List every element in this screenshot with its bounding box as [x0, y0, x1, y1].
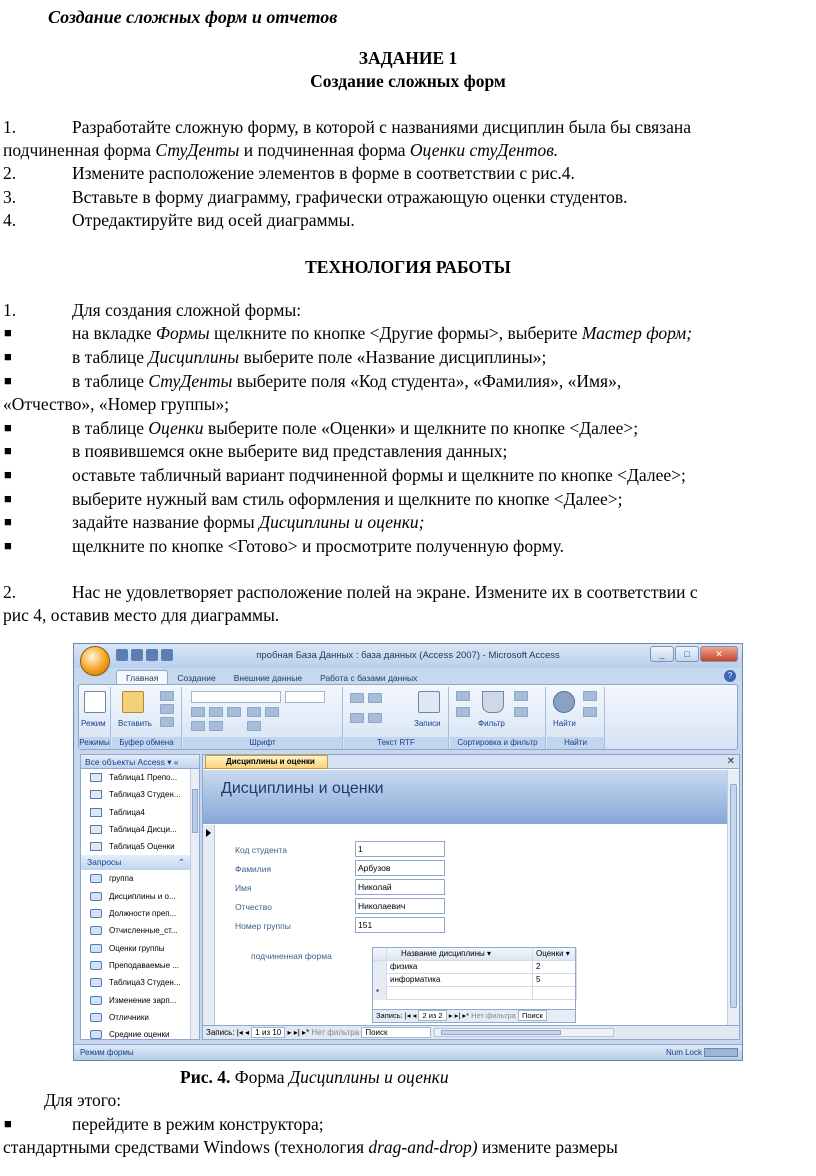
- office-button[interactable]: [80, 646, 110, 676]
- nav-item-query[interactable]: Отчисленные_ст...: [81, 922, 199, 939]
- nav-item-query[interactable]: Оценки группы: [81, 940, 199, 957]
- table-icon: [90, 773, 102, 782]
- bullet-marker: ■: [4, 420, 12, 435]
- bullet-marker: ■: [4, 491, 12, 506]
- step-text: Нас не удовлетворяет расположение полей на экране. Измените их в соответствии с: [72, 582, 698, 602]
- copy-icon[interactable]: [160, 704, 174, 714]
- bullet-text-continued: «Отчество», «Номер группы»;: [3, 394, 230, 414]
- fill-color-icon[interactable]: [209, 721, 223, 731]
- next-record-icon[interactable]: ▸: [448, 1011, 453, 1020]
- column-header[interactable]: Оценки ▾: [533, 948, 577, 961]
- query-icon: [90, 961, 102, 970]
- nav-item-table[interactable]: Таблица4: [81, 804, 199, 821]
- step-text: Для создания сложной формы:: [72, 300, 302, 320]
- tab-external-data[interactable]: Внешние данные: [233, 673, 303, 683]
- status-bar: [74, 1044, 742, 1060]
- window-title: пробная База Данных : база данных (Access 2007) - Microsoft Access: [256, 650, 560, 661]
- bullet-text: щелкните по кнопке <Готово> и просмотрите полученную форму.: [72, 536, 565, 556]
- update-query-icon: [90, 996, 102, 1005]
- no-filter-button[interactable]: Нет фильтра: [471, 1011, 516, 1020]
- redo-icon[interactable]: [146, 649, 158, 661]
- query-icon: [90, 978, 102, 987]
- nav-item-table[interactable]: Таблица4 Дисци...: [81, 821, 199, 838]
- tab-create[interactable]: Создание: [177, 673, 216, 683]
- record-position[interactable]: 2 из 2: [418, 1010, 446, 1021]
- discipline-cell[interactable]: информатика: [387, 974, 533, 987]
- bullet-text: оставьте табличный вариант подчиненной формы и щелкните по кнопке <Далее>;: [72, 465, 686, 485]
- record-nav-label: Запись:: [206, 1028, 235, 1037]
- current-record-arrow-icon: [206, 829, 211, 837]
- query-icon: [90, 1030, 102, 1039]
- ribbon-group-find: [547, 687, 605, 749]
- bullet-text: в таблице Оценки выберите поле «Оценки» и щелкните по кнопке <Далее>;: [72, 418, 639, 438]
- record-selector[interactable]: [203, 825, 215, 1025]
- font-name-combo[interactable]: [191, 691, 281, 703]
- bullet-text: выберите нужный вам стиль оформления и щелкните по кнопке <Далее>;: [72, 489, 623, 509]
- format-painter-icon[interactable]: [160, 717, 174, 727]
- records-button[interactable]: Записи: [414, 719, 441, 728]
- cut-icon[interactable]: [160, 691, 174, 701]
- view-mode-button[interactable]: Режим: [81, 719, 106, 728]
- last-record-icon[interactable]: ▸|: [454, 1011, 461, 1020]
- group-label: Шрифт: [183, 737, 342, 749]
- title-bar: [74, 644, 742, 668]
- align-left-icon[interactable]: [247, 707, 261, 717]
- bullet-text: на вкладке Формы щелкните по кнопке <Другие формы>, выберите Мастер форм;: [72, 323, 693, 343]
- scrollbar-thumb[interactable]: [192, 789, 198, 833]
- nav-item-table[interactable]: Таблица1 Препо...: [81, 769, 199, 786]
- step-text-continued: рис 4, оставив место для диаграммы.: [3, 605, 280, 625]
- figure-caption: Рис. 4. Форма Дисциплины и оценки: [180, 1067, 449, 1087]
- gridlines-icon[interactable]: [247, 721, 261, 731]
- decrease-indent-icon[interactable]: [350, 693, 364, 703]
- navigation-pane: [80, 754, 200, 1040]
- subform-label: подчиненная форма: [251, 951, 332, 961]
- horizontal-scrollbar[interactable]: [434, 1028, 614, 1037]
- view-mode-icon[interactable]: [84, 691, 106, 713]
- bullet-text: в таблице СтуДенты выберите поля «Код студента», «Фамилия», «Имя»,: [72, 371, 622, 391]
- ribbon-group-sort-filter: [450, 687, 546, 749]
- new-record-row[interactable]: [373, 987, 575, 1000]
- align-center-icon[interactable]: [265, 707, 279, 717]
- quick-access-toolbar[interactable]: [116, 649, 208, 663]
- nav-group-queries[interactable]: Запросы ⌃: [81, 855, 199, 870]
- grade-cell[interactable]: 5: [533, 974, 577, 987]
- nav-item-query[interactable]: Должности преп...: [81, 905, 199, 922]
- bullet-marker: ■: [4, 443, 12, 458]
- ribbon-group-rich-text: [344, 687, 449, 749]
- scrollbar-thumb[interactable]: [730, 784, 737, 1008]
- group-label: Текст RTF: [344, 737, 448, 749]
- task-text: Разработайте сложную форму, в которой с названиями дисциплин была бы связана: [72, 117, 691, 137]
- select-all-cell[interactable]: [373, 948, 387, 961]
- record-position[interactable]: 1 из 10: [251, 1027, 285, 1038]
- nav-item-query[interactable]: Преподаваемые ...: [81, 957, 199, 974]
- increase-indent-icon[interactable]: [368, 693, 382, 703]
- ribbon-tabs: [116, 670, 426, 684]
- nav-item-query[interactable]: Таблица3 Студен...: [81, 974, 199, 991]
- table-row[interactable]: [373, 961, 575, 974]
- task-text: Отредактируйте вид осей диаграммы.: [72, 210, 355, 230]
- form-vertical-scrollbar[interactable]: [727, 770, 739, 1027]
- group-label: Буфер обмена: [112, 737, 181, 749]
- sort-descending-icon[interactable]: [456, 707, 470, 717]
- task-number: 1.: [3, 117, 17, 137]
- font-size-combo[interactable]: [285, 691, 325, 703]
- bullet-text: задайте название формы Дисциплины и оценки;: [72, 512, 425, 532]
- bullet-marker: ■: [4, 325, 12, 340]
- close-document-icon[interactable]: ✕: [726, 756, 735, 767]
- help-icon[interactable]: ?: [724, 670, 736, 682]
- form-document-area: [202, 754, 740, 1040]
- italic-icon[interactable]: [209, 707, 223, 717]
- discipline-cell[interactable]: физика: [387, 961, 533, 974]
- nav-item-query[interactable]: Средние оценки: [81, 1026, 199, 1043]
- ribbon-group-clipboard: [112, 687, 182, 749]
- window-controls: [649, 646, 738, 662]
- table-icon: [90, 790, 102, 799]
- bullet-text: перейдите в режим конструктора;: [72, 1114, 324, 1134]
- subform-record-navigation: [373, 1009, 575, 1022]
- task-text-continued: подчиненная форма СтуДенты и подчиненная форма Оценки стуДентов.: [3, 140, 559, 160]
- bullets-icon[interactable]: [350, 713, 364, 723]
- find-button[interactable]: Найти: [553, 719, 576, 728]
- status-mode: Режим формы: [80, 1048, 134, 1057]
- subform-header-row: [373, 948, 575, 961]
- query-icon: [90, 909, 102, 918]
- tab-database-tools[interactable]: Работа с базами данных: [320, 673, 418, 683]
- table-icon: [90, 808, 102, 817]
- first-record-icon[interactable]: |◂: [236, 1028, 243, 1037]
- selection-filter-icon[interactable]: [514, 691, 528, 701]
- save-icon[interactable]: [116, 649, 128, 661]
- form-title: Дисциплины и оценки: [221, 780, 384, 797]
- records-icon[interactable]: [418, 691, 440, 713]
- bullet-marker: ■: [4, 467, 12, 482]
- column-header[interactable]: Название дисциплины ▾: [387, 948, 533, 961]
- field-label: Отчество: [235, 902, 272, 912]
- task-title: ЗАДАНИЕ 1: [358, 48, 458, 68]
- font-color-icon[interactable]: [191, 721, 205, 731]
- replace-icon[interactable]: [583, 691, 597, 701]
- field-label: Фамилия: [235, 864, 272, 874]
- task-subtitle: Создание сложных форм: [310, 71, 506, 91]
- make-table-query-icon: [90, 1013, 102, 1022]
- ribbon: [78, 684, 738, 750]
- first-record-icon[interactable]: |◂: [404, 1011, 411, 1020]
- minimize-button[interactable]: _: [650, 646, 674, 662]
- next-record-icon[interactable]: ▸: [287, 1028, 292, 1037]
- field-input-group-number[interactable]: 151: [355, 917, 445, 933]
- nav-item-table[interactable]: Таблица5 Оценки: [81, 838, 199, 855]
- query-icon: [90, 926, 102, 935]
- bullet-text: в таблице Дисциплины выберите поле «Название дисциплины»;: [72, 347, 547, 367]
- field-label: Имя: [235, 883, 252, 893]
- task-text: Измените расположение элементов в форме в соответствии с рис.4.: [72, 163, 575, 183]
- bullet-marker: ■: [4, 373, 12, 388]
- bold-icon[interactable]: [191, 707, 205, 717]
- access-window-screenshot: [73, 643, 743, 1061]
- nav-item-query[interactable]: Отличники: [81, 1009, 199, 1026]
- field-input-name[interactable]: Николай: [355, 879, 445, 895]
- sort-ascending-icon[interactable]: [456, 691, 470, 701]
- ribbon-group-views: [79, 687, 111, 749]
- grade-cell[interactable]: [533, 987, 577, 1000]
- last-line: стандартными средствами Windows (технология drag-and-drop) измените размеры: [3, 1137, 618, 1157]
- group-label: Найти: [547, 737, 604, 749]
- record-nav-label: Запись:: [376, 1011, 403, 1020]
- tab-home[interactable]: Главная: [116, 670, 168, 685]
- table-icon: [90, 825, 102, 834]
- last-record-icon[interactable]: ▸|: [293, 1028, 300, 1037]
- undo-icon[interactable]: [131, 649, 143, 661]
- task-number: 3.: [3, 187, 17, 207]
- status-numlock: Num Lock: [665, 1048, 702, 1057]
- nav-pane-header[interactable]: Все объекты Access ▾ «: [81, 755, 199, 769]
- filter-button[interactable]: Фильтр: [478, 719, 505, 728]
- paste-icon[interactable]: [122, 691, 144, 713]
- task-number: 2.: [3, 163, 17, 183]
- query-icon: [90, 892, 102, 901]
- bullet-marker: ■: [4, 1116, 12, 1131]
- close-button[interactable]: ✕: [700, 646, 738, 662]
- underline-icon[interactable]: [227, 707, 241, 717]
- prev-record-icon[interactable]: ◂: [412, 1011, 417, 1020]
- search-input[interactable]: Поиск: [361, 1027, 431, 1038]
- view-switcher[interactable]: [704, 1048, 738, 1057]
- bullet-marker: ■: [4, 349, 12, 364]
- search-input[interactable]: Поиск: [518, 1010, 547, 1021]
- row-selector[interactable]: [373, 974, 387, 987]
- table-row[interactable]: [373, 974, 575, 987]
- bullet-text: в появившемся окне выберите вид представления данных;: [72, 441, 508, 461]
- doc-heading: Создание сложных форм и отчетов: [48, 7, 338, 27]
- field-label: Код студента: [235, 845, 287, 855]
- advanced-filter-icon[interactable]: [514, 707, 528, 717]
- form-record-navigation: [203, 1025, 739, 1039]
- task-text: Вставьте в форму диаграмму, графически отражающую оценки студентов.: [72, 187, 628, 207]
- print-preview-icon[interactable]: [161, 649, 173, 661]
- new-record-icon[interactable]: ▸*: [462, 1011, 470, 1020]
- document-tab-bar: [203, 755, 739, 769]
- ribbon-group-font: [183, 687, 343, 749]
- discipline-cell[interactable]: [387, 987, 533, 1000]
- new-row-marker: *: [373, 987, 387, 1000]
- nav-scrollbar[interactable]: [190, 769, 199, 1039]
- field-input-surname[interactable]: Арбузов: [355, 860, 445, 876]
- for-this-text: Для этого:: [44, 1090, 122, 1110]
- scrollbar-thumb[interactable]: [441, 1030, 561, 1035]
- field-label: Номер группы: [235, 921, 291, 931]
- nav-item-query[interactable]: Изменение зарп...: [81, 992, 199, 1009]
- field-input-patronymic[interactable]: Николаевич: [355, 898, 445, 914]
- prev-record-icon[interactable]: ◂: [245, 1028, 250, 1037]
- numbering-icon[interactable]: [368, 713, 382, 723]
- field-input-student-code[interactable]: 1: [355, 841, 445, 857]
- tech-title: ТЕХНОЛОГИЯ РАБОТЫ: [305, 257, 511, 277]
- no-filter-button[interactable]: Нет фильтра: [311, 1028, 360, 1037]
- paste-button[interactable]: Вставить: [118, 719, 152, 728]
- goto-icon[interactable]: [583, 707, 597, 717]
- new-record-icon[interactable]: ▸*: [302, 1028, 310, 1037]
- nav-item-query[interactable]: Дисциплины и о...: [81, 888, 199, 905]
- grade-cell[interactable]: 2: [533, 961, 577, 974]
- find-icon[interactable]: [553, 691, 575, 713]
- group-label: Сортировка и фильтр: [450, 737, 545, 749]
- task-number: 4.: [3, 210, 17, 230]
- step-number: 2.: [3, 582, 17, 602]
- bullet-marker: ■: [4, 514, 12, 529]
- table-icon: [90, 842, 102, 851]
- nav-item-table[interactable]: Таблица3 Студен...: [81, 786, 199, 803]
- row-selector[interactable]: [373, 961, 387, 974]
- document-tab[interactable]: Дисциплины и оценки: [205, 755, 328, 769]
- maximize-button[interactable]: □: [675, 646, 699, 662]
- nav-item-query[interactable]: группа: [81, 870, 199, 887]
- filter-icon[interactable]: [482, 691, 504, 713]
- query-icon: [90, 874, 102, 883]
- bullet-marker: ■: [4, 538, 12, 553]
- subform: [372, 947, 576, 1023]
- query-icon: [90, 944, 102, 953]
- form-header: [203, 770, 727, 824]
- step-number: 1.: [3, 300, 17, 320]
- group-label: Режимы: [79, 738, 110, 747]
